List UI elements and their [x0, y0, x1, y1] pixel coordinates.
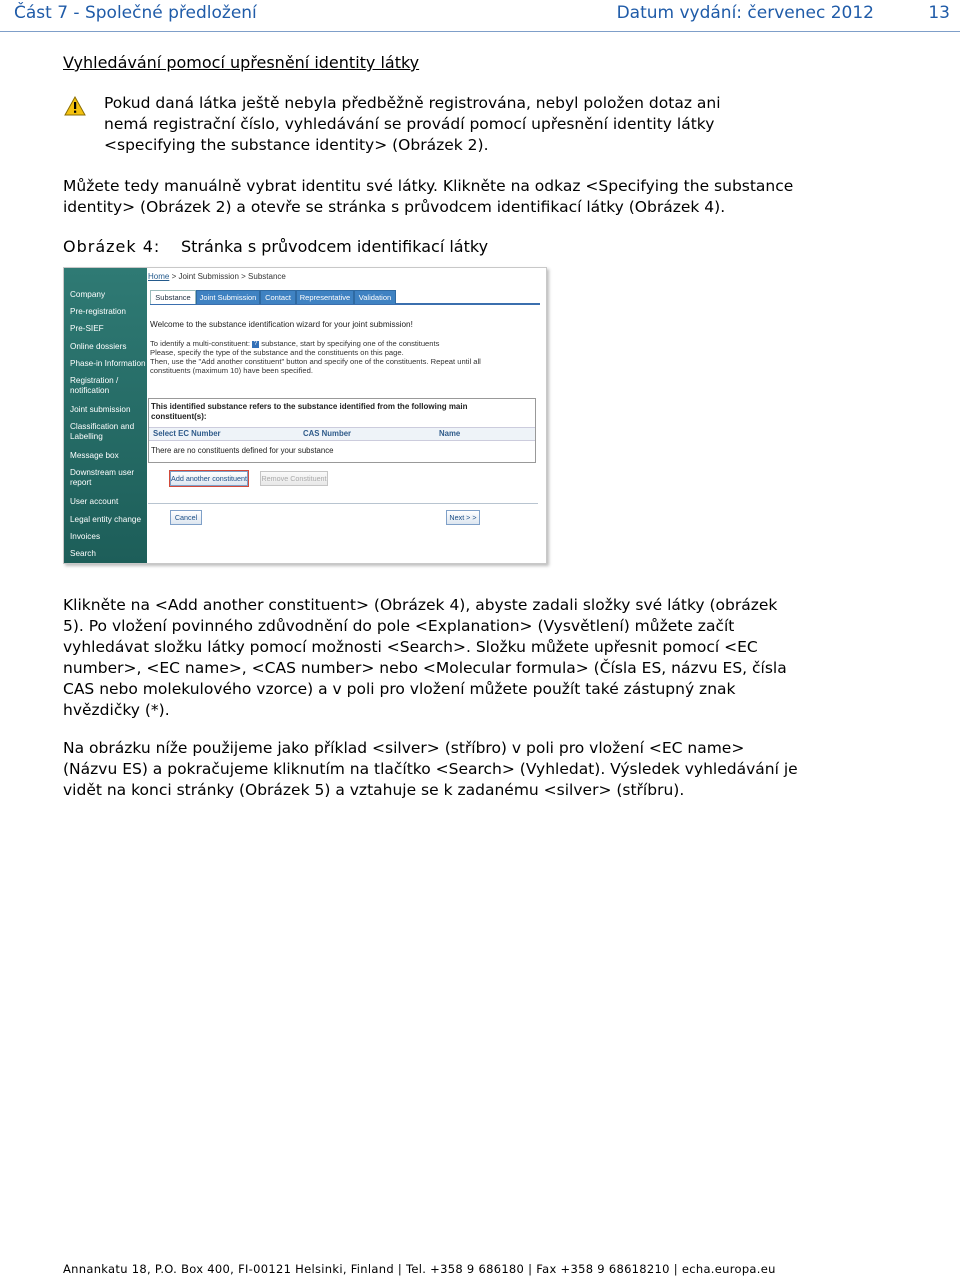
paragraph-line: 5). Po vložení povinného zdůvodnění do pole <Explanation> (Vysvětlení) můžete začít [63, 617, 735, 635]
constituents-table-header [149, 427, 535, 441]
page-number: 13 [928, 3, 950, 23]
header-section-title: Část 7 - Společné předložení [14, 3, 257, 23]
sidebar-item-company[interactable]: Company [70, 290, 106, 299]
remove-constituent-button[interactable]: Remove Constituent [260, 471, 328, 486]
col-cas-number[interactable]: CAS Number [303, 429, 352, 438]
sidebar-item-registration[interactable]: Registration / notification [70, 376, 119, 395]
sidebar-item-legal-entity[interactable]: Legal entity change [70, 515, 142, 524]
instruction-line: Then, use the "Add another constituent" button and specify one of the constituents. Repeat until all [150, 357, 481, 366]
multi-constituent-label: To identify a multi-constituent: [150, 339, 251, 348]
sidebar-item-joint-submission[interactable]: Joint submission [70, 405, 131, 414]
divider [148, 503, 538, 504]
warning-line: nemá registrační číslo, vyhledávání se provádí pomocí upřesnění identity látky [104, 115, 715, 133]
sidebar-item-invoices[interactable]: Invoices [70, 532, 101, 541]
paragraph-line: (Názvu ES) a pokračujeme kliknutím na tlačítko <Search> (Vyhledat). Výsledek vyhledávání je [63, 760, 798, 778]
paragraph-intro [63, 176, 873, 218]
header-rule [0, 31, 960, 32]
constituents-panel-title [151, 402, 491, 421]
breadcrumb-path: > Joint Submission > Substance [169, 272, 286, 281]
sidebar-item-message-box[interactable]: Message box [70, 451, 119, 460]
tab-representative[interactable]: Representative [296, 290, 354, 304]
section-heading: Vyhledávání pomocí upřesnění identity látky [63, 53, 420, 72]
sidebar-item-classification[interactable]: Classification and Labelling [70, 422, 135, 441]
paragraph-line: identity> (Obrázek 2) a otevře se stránka s průvodcem identifikací látky (Obrázek 4). [63, 198, 726, 216]
warning-line: Pokud daná látka ještě nebyla předběžně registrována, nebyl položen dotaz ani [104, 94, 721, 112]
paragraph-line: Klikněte na <Add another constituent> (Obrázek 4), abyste zadali složky své látky (obrázek [63, 596, 778, 614]
figure-caption-text: Stránka s průvodcem identifikací látky [181, 237, 489, 256]
figure-caption [63, 237, 488, 256]
instruction-line: constituents (maximum 10) have been specified. [150, 366, 313, 375]
reach-it-sidebar [64, 268, 147, 563]
figure-screenshot [63, 267, 547, 564]
paragraph-line: vyhledávat složku látky pomocí možnosti <Search>. Složku můžete upřesnit pomocí <EC [63, 638, 758, 656]
sidebar-item-online-dossiers[interactable]: Online dossiers [70, 342, 127, 351]
next-button[interactable]: Next > > [446, 510, 480, 525]
sidebar-item-downstream[interactable]: Downstream user report [70, 468, 135, 487]
paragraph-line: CAS nebo molekulového vzorce) a v poli pro vložení můžete použít také zástupný znak [63, 680, 736, 698]
col-ec-number[interactable]: Select EC Number [153, 429, 221, 438]
empty-constituents-message: There are no constituents defined for your substance [151, 446, 334, 455]
wizard-instructions [150, 339, 530, 375]
cancel-button[interactable]: Cancel [170, 510, 202, 525]
header-release-date: Datum vydání: červenec 2012 [616, 3, 874, 23]
sidebar-item-pre-sief[interactable]: Pre-SIEF [70, 324, 104, 333]
add-constituent-button[interactable]: Add another constituent [170, 471, 248, 486]
paragraph-add-constituent [63, 595, 883, 721]
warning-line: <specifying the substance identity> (Obrázek 2). [104, 136, 489, 154]
paragraph-line: Můžete tedy manuálně vybrat identitu své látky. Klikněte na odkaz <Specifying the substance [63, 177, 794, 195]
sidebar-item-pre-registration[interactable]: Pre-registration [70, 307, 126, 316]
sidebar-item-phase-in[interactable]: Phase-in Information [70, 359, 146, 368]
breadcrumb-home-link[interactable]: Home [148, 272, 170, 281]
panel-title-line: This identified substance refers to the substance identified from the following main [151, 402, 468, 411]
help-icon[interactable]: ? [253, 340, 258, 347]
paragraph-example [63, 738, 893, 801]
tab-joint-submission[interactable]: Joint Submission [196, 290, 260, 304]
sidebar-item-search[interactable]: Search [70, 549, 96, 558]
instruction-line: Please, specify the type of the substance and the constituents on this page. [150, 348, 404, 357]
constituents-panel [148, 398, 536, 463]
col-name[interactable]: Name [439, 429, 461, 438]
sidebar-item-user-account[interactable]: User account [70, 497, 119, 506]
panel-title-line: constituent(s): [151, 411, 207, 421]
warning-triangle-icon [64, 96, 86, 116]
multi-constituent-tail: substance, start by specifying one of the constituents [261, 339, 440, 348]
page-footer: Annankatu 18, P.O. Box 400, FI-00121 Helsinki, Finland | Tel. +358 9 686180 | Fax +358 9 68618210 | echa.europa.eu [63, 1262, 776, 1276]
paragraph-line: number>, <EC name>, <CAS number> nebo <Molecular formula> (Čísla ES, názvu ES, čísla [63, 659, 787, 677]
paragraph-line: Na obrázku níže použijeme jako příklad <silver> (stříbro) v poli pro vložení <EC name> [63, 739, 745, 757]
paragraph-line: hvězdičky (*). [63, 701, 170, 719]
tab-validation[interactable]: Validation [354, 290, 396, 304]
paragraph-line: vidět na konci stránky (Obrázek 5) a vztahuje se k zadanému <silver> (stříbru). [63, 781, 685, 799]
breadcrumb [148, 272, 286, 281]
tab-substance[interactable]: Substance [150, 290, 196, 304]
welcome-message: Welcome to the substance identification wizard for your joint submission! [150, 320, 413, 329]
tab-contact[interactable]: Contact [260, 290, 296, 304]
warning-note [104, 93, 824, 156]
wizard-tabs [150, 288, 540, 305]
figure-number: Obrázek 4: [63, 237, 161, 256]
